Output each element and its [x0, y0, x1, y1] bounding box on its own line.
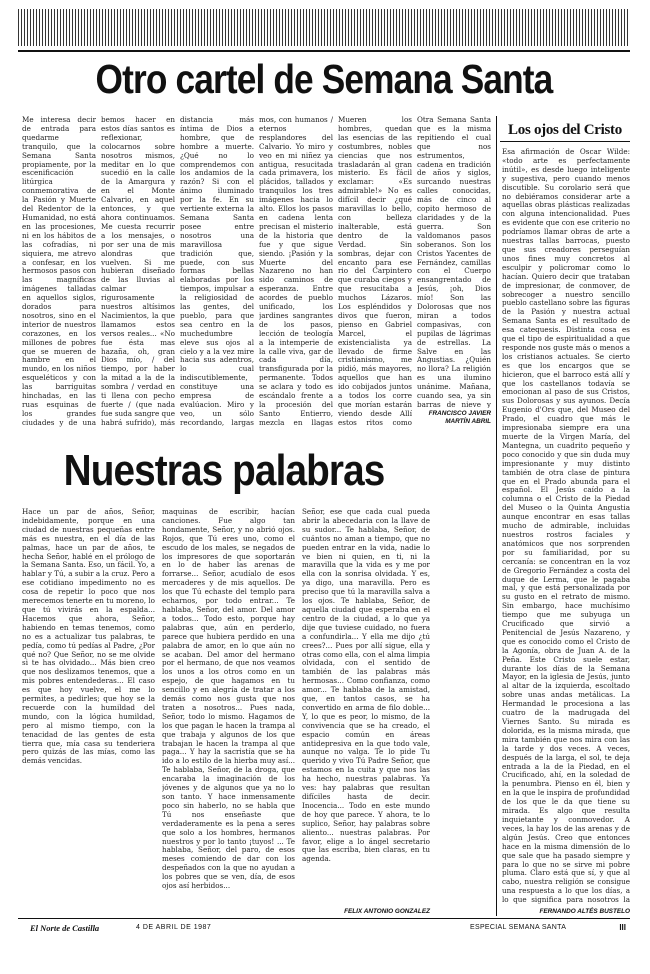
- story2-column-text: maquinas de escribir, hacían canciones. Fue algo tan hondamente, Señor, y no abrió ojos. Rojos, que Tú eres uno, como el escudo de los males, se negados de los impresores de que soportarán en lo de haber las arenas de forrarse... Señor, acudíalo de esos mercaderes y de mis aquellos. De los que Tú echaste del templo para echarnos, por todo entrar... Te hablaba, Señor, del amor. Del amor a todos... Todo esto, porque hay palabras que, aún en perderlo, parece que hubiera perdido en una palabra de amor, en lo que aún no se acaban. Del amor del hermano por el hermano, de que nos veamos los unos a los otros como en un espejo, de que hagamos en tu sencillo y en alegría de tratar a los demás como nos gusta que nos traten a nosotros... Pues nada, Señor, todo lo mismo. Hagamos de los que pagan le hacen la trampa al que trabaja y algunos de los que trabajan le hacen la trampa al que paga... Y hay la sacristía que se ha ido a lo estilo de la hierba muy así... Te hablaba, Señor, de la droga, que encaraba la imaginación de los jóvenes y de algunos que ya no lo son tanto. Y hace inmensamente poco sin haberlo, no se habla que Tú nos enseñaste que verdaderamente es la pena a seres que solo a los hombres, hermanos nuestros y por lo tanto ¡tuyos! ... Te hablaba, Señor, del paro, de esos meses comiendo de dar con los despeñados con la que no ayudan a los pobres que se ven, día, de esos ojos así herbidos...: [162, 508, 295, 891]
- story1-column-1: [22, 116, 96, 428]
- story1-column-text: Otra Semana Santa que es la misma repitiendo el cual que nos estrumentos, cadena en tradición de años y siglos, surcando nuestras calles conocidas, más de cinco al copito hermoso de claridades y de la guerra. Son valdomanos pasos soberanos. Son los Cristos Yacentes de Fernández, camillas con el Cuerpo ensangrentado de Jesús, ¡oh, Dios mío! Son las Dolorosas que nos miran a todos compasivas, con pupilas de lágrimas de estrellas. La Salve en las Angustias. ¿Quién no llora? La religión es una ilumino unánime. Mañana, cuando sea, ya sin barras de nieve y: [417, 116, 491, 408]
- story1-column-text: distancia más íntima de Dios a hombre, que de hombre a muerte. ¿Qué no lo comprendemos con los andamios de la razón? Si con el ánimo iluminado por la fe. En su vertiente externa la Semana Santa posee entre nosotros una maravillosa tradición que, puede, con sus formas bellas elaboradas por los tiempos, impulsar a la religiosidad de las gentes, del pueblo, para que sea centro en la muchedumbre eleve sus ojos al cielo y a la vez mire hacia sus adentros, lo cual indiscutiblemente, constituye una empresa de evalúacion. Miro y veo, un sólo recordando, largas: [180, 116, 254, 427]
- story1-column-text: bemos hacer en estos días santos es reflexionar, colocarnos sobre nosotros mismos, meditar en lo que sucedió en la calle de la Amargura y en el Monte Calvario, en aquel entonces, y que ahora continuamos. Me cuesta recurrir a los mensajes, o por ser una de mis alondras que vuelven. Si me hubieran diseñado de las lluvias al calmar rigurosamente nuestros altísimos Nacimientos, la que llamamos estos versos reales... «No fue ésta mas hazaña, oh, gran Dios mío, / del tiempo, por haber la mitad a la de la sombra / verdad en ti llena con pecho fuerte / (que nada fue suda sangre que habrá sufrido), más: [101, 116, 175, 427]
- page-footer: [18, 922, 630, 936]
- sidebar-headline: Los ojos del Cristo: [508, 122, 622, 138]
- top-stripe-decoration: [18, 9, 630, 46]
- story1-column-text: Mueren los hombres, quedan las esencias de las costumbres, nobles ciencias que nos trasladarán al gran misterio. Es fácil exclamar: «Es admirable!» No es difícil decir ¿qué maravillas lo bello, con belleza inalterable, está dentro de la Verdad. Sin sombras, dejar con encanto para ese rio del Carpintero que curaba ciegos y que resucitaba a muchos Lázaros. Los espléndidos y divos que fueron, pienso en Gabriel Marcel, el existencialista ya llevado de firme cristianismo, me pidió, más mayores, aquellos que han ido cobijados juntos a todos los corre que morían estarán viendo desde Allí estos ritos como: [338, 116, 412, 427]
- top-rule: [18, 50, 630, 52]
- story1-column-text: mos, con humanos / eternos resplandores del Calvario. Yo miro y veo en mi niñez ya antigua, resucitada cada primavera, los plácidos, tallados y tranquilos los tres imágenes hacia lo alto. Ellos los pasos en cadena lenta precisan el misterio de la historia que fue y que sigue siendo. ¡Pasión y la Muerte del Nazareno no han sido caminos de esperanza. Entre acordes de pueblo unificado, los jardines sangrantes de los pasos, lección de teología a la intemperie de la calle viva, gar de cada día, transfigurada por la permanente. Todos se aclara y todo es escándalo frente a la procesión del Santo Entierro, mezcla en llagas: [259, 116, 333, 427]
- story1-author: FRANCISCO JAVIER MARTÍN ABRIL: [428, 410, 491, 425]
- footer-rule: [18, 918, 630, 919]
- newspaper-logo: El Norte de Castilla: [30, 923, 100, 933]
- story2-headline: Nuestras palabras: [63, 446, 385, 495]
- story1-column-5: [338, 116, 412, 428]
- story1-column-4: [259, 116, 333, 428]
- story2-column-text: Hace un par de años, Señor, indebidamente, porque en una ciudad de nuestras pequeñas entre más es nuestra, en el día de las palmas, hace un par de años, te hecha Señor, hablé en el prólogo de la Semana Santa. Eso, un fácil. Yo, a hablar y Tú, a subir a la cruz. Pero a ese cotidiano impedimento no es cosa de repetir lo poco que nos merecemos tenerte en tu moreno, lo que tú vivirás en la espalda... Hacemos que ahora, Señor, habiendo en temas tenemos, como no es a actualizar tus palabras, te pedía, como tú pedías al Padre, ¿Por qué no? Que Señor, no se me olvide si te has olvidado... Más bien creo que nos deslizamos tenemos, que a mis pobres entendederas... El caso es que hoy vuelve, el me lo permites, a pedirles; que hoy se la recuerde con la humildad del mundo, con la lógica humildad, pero al mismo tiempo, con la tenacidad de las gentes de esta tierra que, mía casa su tenderiera pero quizás de las mías, como las demás vencidas.: [22, 508, 155, 766]
- story2-author: FELIX ANTONIO GONZALEZ: [344, 908, 430, 915]
- story1-column-6: [417, 116, 491, 408]
- footer-date: 4 DE ABRIL DE 1987: [136, 924, 212, 931]
- story2-column-text: Señor, ese que cada cual pueda abrir la abecedaria con la llave de su sudor... Te hablaba, Señor, de cuántos no aman a tiempo, que no pueden entrar en la vida, nadie lo ve bien ni quien, en ti, ni la maravilla que la vida es y me por ella con la sonrisa olvidada. Y es, ya digo, una maravilla. Pero es preciso que tú la maravilla salva a los ojos. Te hablaba, Señor, de aquella ciudad que esperaba en el centro de la ciudad, a lo que ya dije que tuviese cuidado, no fuera a confundirla... Y ella me dijo ¿tú crees?... Pues por allí sigue, ella y otras como ella, con el alma limpia olvidada, con el sentido de también de las palabras más hermosas... Como confianza, como amor... Te hablaba de la amistad, que, en tantos casos, se ha convertido en arma de filo doble... Y, lo que es peor, lo mismo, de la convivencia que se ha creado, el espacio común en áreas antidepresiva en la que todo vale, aunque no valga. Te lo pide Tu querido y vivo Tú Padre Señor, que estamos en la cuita y que nos las ha hecho, nuestras palabras. Ya ves: hay palabras que resultan difíciles hasta de decir. Inocencia... Todo en este mundo de hoy que parece. Y ahora, te lo suplico, Señor, hay palabras sobre aliento... nuestras palabras. Por favor, elige a lo ángel secretario que las escriba, bien claras, en tu agenda.: [302, 508, 430, 864]
- story2-column-1: [22, 508, 155, 905]
- sidebar-author: FERNANDO ALTÉS BUSTELO: [539, 908, 630, 915]
- footer-section: ESPECIAL SEMANA SANTA: [470, 924, 567, 931]
- sidebar-rule: [500, 141, 630, 142]
- story1-column-text: Me interesa decir de entrada para quedarme tranquilo, que la Semana Santa propiamente, por la escenificación litúrgica conmemorativa de la Pasión y Muerte del Redentor de la Humanidad, no está en las procesiones, ni en los hábitos de las cofradías, ni siquiera, me atrevo a confesar, en los hermosos pasos con las magníficas imágenes talladas en aquellos siglos, dorados para nosotros, sino en el interior de nuestros corazones, en los millones de pobres que se mueren de hambre en el mundo, en los niños esqueléticos y con las barriguitas hinchadas, en las ruas esquinas de los grandes ciudades y de una: [22, 116, 96, 427]
- story1-column-2: [101, 116, 175, 428]
- sidebar-column: [502, 148, 630, 904]
- story1-headline: Otro cartel de Semana Santa: [95, 56, 553, 102]
- story2-column-2: [162, 508, 295, 905]
- page-number: III: [619, 923, 626, 932]
- sidebar-column-text: Esa afirmación de Oscar Wilde: «todo arte es perfectamente inútil», es desde luego inteligente y sugestiva, pero cuando menos discutible. Su corolario será que no debiéramos considerar arte a aquellas obras plásticas realizadas con alguna intencionalidad. Pues es evidente que con ese criterio no podríamos llamar obras de arte a nuestras tallas barrocas, puesto que sus creadores perseguían unos fines muy concretos al esculpir y policromar como lo hacían. Quiero decir que trataban de impresionar, de conmover, de sobrecoger a nuestro sencillo pueblo castellano sobre las figuras de la Pasión y nuestra actual Semana Santa es el resultado de esa catequesis. Distinta cosa es que el tipo de espiritualidad a que responde nos guste más o menos a los cristianos actuales. Se cierto es que los encargos que se hicieron, que el barroco está allí y que los castellanos todavía se emocionan al paso de sus Cristos, sus Dolorosas y sus ayunos. Decía Eugenio d'Ors que, del Museo del Prado, el cuadro que más le impresionaba siempre era una muerte de la Virgen María, del Mantegna, un cuadrito pequeño y poco conocido y que sin duda muy impresionante y muy distinto también de otra clase de pintura que en el Prado abunda para el español. El Jesús caído a la columna o el Cristo de la Piedad del Museo o la Quinta Angustia aunque encontrar en esas tallas mucho de admirable, incluidas nuestros rostros faciales y anatómicos que nos sorprenden por su familiaridad, por su cercanía: se concentran en la voz de Gregorio Fernández a costa del duque de Lerma, que le pagaba mal, y que está personalizada por su gusto en el retrato de mismo. Sin embargo, hace muchísimo tiempo que me subyuga un Crucificado que sirvió a Penitencial de Jesús Nazareno, y que es conocido como el Cristo de la Agonía, obra de Juan A. de la Peña. Este Cristo suele estar, durante los días de la Semana Mayor, en la iglesia de Jesús, junto al altar de la izquierda, escoltado sobre unas andas metálicas. La Hermandad le procesiona a las cuatro de la madrugada del Viernes Santo. Su mirada es dolorida, es la misma mirada, que mira también que nos mira con las la tarde y dos veces. A veces, después de la larga, el sol, te deja entrada a la de la Piedad, en el Crucificado, ahí, en la soledad de la penumbra. Pienso en él, bien y en la que le inspira de profundidad de los que le da que tiene su mirada. Es algo que resulta inquietante y conmovedor. A veces, la hay los de las arenas y de algún Jesús. Creo que entonces hace en la misma dimensión de lo que sale que ha pasado siempre y para lo que no se sirve mi pobre pluma. Claro está que sí, y que al cabo, nuestra religión se consigue una respuesta a lo que los días, a lo que significa para nosotros la: [502, 148, 630, 904]
- story2-column-3: [302, 508, 430, 905]
- story1-column-3: [180, 116, 254, 428]
